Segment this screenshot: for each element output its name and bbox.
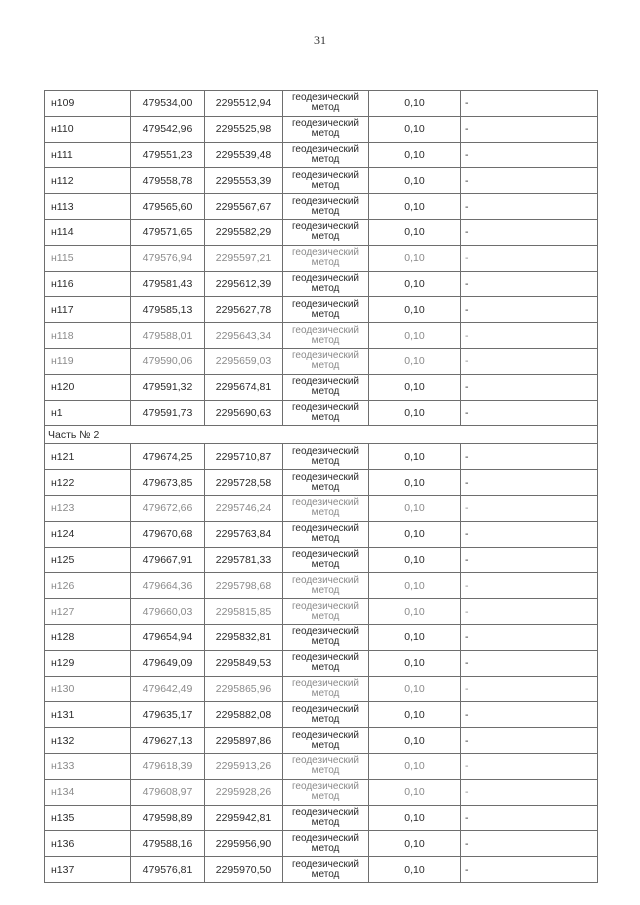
table-row: [45, 297, 598, 323]
point-id-cell: н133: [45, 753, 131, 779]
note-cell: -: [461, 650, 598, 676]
y-coordinate-cell: 2295798,68: [205, 573, 283, 599]
y-coordinate-cell: 2295815,85: [205, 599, 283, 625]
note-cell: -: [461, 271, 598, 297]
page-number: 31: [314, 33, 326, 47]
point-id-cell: н1: [45, 400, 131, 426]
accuracy-cell: 0,10: [369, 142, 461, 168]
note-cell: -: [461, 116, 598, 142]
table-row: [45, 444, 598, 470]
x-coordinate-cell: 479627,13: [131, 728, 205, 754]
accuracy-cell: 0,10: [369, 348, 461, 374]
point-id-cell: н122: [45, 470, 131, 496]
point-id-cell: н130: [45, 676, 131, 702]
method-cell: геодезический метод: [283, 245, 369, 271]
table-row: [45, 400, 598, 426]
x-coordinate-cell: 479642,49: [131, 676, 205, 702]
method-cell: геодезический метод: [283, 676, 369, 702]
point-id-cell: н114: [45, 219, 131, 245]
x-coordinate-cell: 479542,96: [131, 116, 205, 142]
method-cell: геодезический метод: [283, 91, 369, 117]
point-id-cell: н110: [45, 116, 131, 142]
point-id-cell: н116: [45, 271, 131, 297]
table-row: [45, 116, 598, 142]
method-cell: геодезический метод: [283, 547, 369, 573]
note-cell: -: [461, 142, 598, 168]
accuracy-cell: 0,10: [369, 219, 461, 245]
table-row: [45, 245, 598, 271]
table-row: [45, 624, 598, 650]
x-coordinate-cell: 479608,97: [131, 779, 205, 805]
point-id-cell: н117: [45, 297, 131, 323]
note-cell: -: [461, 547, 598, 573]
y-coordinate-cell: 2295849,53: [205, 650, 283, 676]
point-id-cell: н134: [45, 779, 131, 805]
method-cell: геодезический метод: [283, 650, 369, 676]
accuracy-cell: 0,10: [369, 676, 461, 702]
table-row: [45, 374, 598, 400]
accuracy-cell: 0,10: [369, 831, 461, 857]
table-row: [45, 805, 598, 831]
table-row: [45, 219, 598, 245]
y-coordinate-cell: 2295659,03: [205, 348, 283, 374]
point-id-cell: н136: [45, 831, 131, 857]
y-coordinate-cell: 2295865,96: [205, 676, 283, 702]
accuracy-cell: 0,10: [369, 444, 461, 470]
note-cell: -: [461, 831, 598, 857]
accuracy-cell: 0,10: [369, 521, 461, 547]
method-cell: геодезический метод: [283, 573, 369, 599]
accuracy-cell: 0,10: [369, 573, 461, 599]
x-coordinate-cell: 479565,60: [131, 194, 205, 220]
accuracy-cell: 0,10: [369, 650, 461, 676]
note-cell: -: [461, 91, 598, 117]
note-cell: -: [461, 219, 598, 245]
note-cell: -: [461, 676, 598, 702]
note-cell: -: [461, 495, 598, 521]
accuracy-cell: 0,10: [369, 495, 461, 521]
point-id-cell: н127: [45, 599, 131, 625]
y-coordinate-cell: 2295832,81: [205, 624, 283, 650]
y-coordinate-cell: 2295897,86: [205, 728, 283, 754]
table-row: [45, 599, 598, 625]
method-cell: геодезический метод: [283, 624, 369, 650]
point-id-cell: н128: [45, 624, 131, 650]
table-row: [45, 547, 598, 573]
table-row: [45, 753, 598, 779]
table-row: [45, 271, 598, 297]
note-cell: -: [461, 323, 598, 349]
note-cell: -: [461, 805, 598, 831]
point-id-cell: н132: [45, 728, 131, 754]
point-id-cell: н124: [45, 521, 131, 547]
x-coordinate-cell: 479654,94: [131, 624, 205, 650]
accuracy-cell: 0,10: [369, 194, 461, 220]
method-cell: геодезический метод: [283, 444, 369, 470]
table-row: [45, 521, 598, 547]
y-coordinate-cell: 2295746,24: [205, 495, 283, 521]
method-cell: геодезический метод: [283, 271, 369, 297]
note-cell: -: [461, 753, 598, 779]
table-row: [45, 142, 598, 168]
table-row: [45, 495, 598, 521]
point-id-cell: н109: [45, 91, 131, 117]
point-id-cell: н137: [45, 857, 131, 883]
x-coordinate-cell: 479649,09: [131, 650, 205, 676]
y-coordinate-cell: 2295539,48: [205, 142, 283, 168]
note-cell: -: [461, 728, 598, 754]
y-coordinate-cell: 2295512,94: [205, 91, 283, 117]
x-coordinate-cell: 479581,43: [131, 271, 205, 297]
table-row: [45, 573, 598, 599]
accuracy-cell: 0,10: [369, 728, 461, 754]
accuracy-cell: 0,10: [369, 857, 461, 883]
y-coordinate-cell: 2295553,39: [205, 168, 283, 194]
table-row: [45, 831, 598, 857]
x-coordinate-cell: 479576,94: [131, 245, 205, 271]
table-row: [45, 702, 598, 728]
method-cell: геодезический метод: [283, 805, 369, 831]
point-id-cell: н111: [45, 142, 131, 168]
x-coordinate-cell: 479590,06: [131, 348, 205, 374]
accuracy-cell: 0,10: [369, 297, 461, 323]
point-id-cell: н113: [45, 194, 131, 220]
table-row: [45, 348, 598, 374]
point-id-cell: н129: [45, 650, 131, 676]
method-cell: геодезический метод: [283, 348, 369, 374]
accuracy-cell: 0,10: [369, 547, 461, 573]
point-id-cell: н131: [45, 702, 131, 728]
x-coordinate-cell: 479674,25: [131, 444, 205, 470]
note-cell: -: [461, 857, 598, 883]
table-row: [45, 91, 598, 117]
method-cell: геодезический метод: [283, 599, 369, 625]
y-coordinate-cell: 2295582,29: [205, 219, 283, 245]
coordinates-table-body: [45, 91, 598, 883]
point-id-cell: н126: [45, 573, 131, 599]
method-cell: геодезический метод: [283, 219, 369, 245]
accuracy-cell: 0,10: [369, 400, 461, 426]
table-row: [45, 779, 598, 805]
method-cell: геодезический метод: [283, 297, 369, 323]
x-coordinate-cell: 479667,91: [131, 547, 205, 573]
method-cell: геодезический метод: [283, 521, 369, 547]
method-cell: геодезический метод: [283, 753, 369, 779]
y-coordinate-cell: 2295612,39: [205, 271, 283, 297]
method-cell: геодезический метод: [283, 142, 369, 168]
x-coordinate-cell: 479591,32: [131, 374, 205, 400]
y-coordinate-cell: 2295643,34: [205, 323, 283, 349]
note-cell: -: [461, 348, 598, 374]
y-coordinate-cell: 2295690,63: [205, 400, 283, 426]
point-id-cell: н123: [45, 495, 131, 521]
note-cell: -: [461, 297, 598, 323]
note-cell: -: [461, 470, 598, 496]
y-coordinate-cell: 2295882,08: [205, 702, 283, 728]
accuracy-cell: 0,10: [369, 624, 461, 650]
point-id-cell: н112: [45, 168, 131, 194]
note-cell: -: [461, 599, 598, 625]
y-coordinate-cell: 2295567,67: [205, 194, 283, 220]
point-id-cell: н121: [45, 444, 131, 470]
accuracy-cell: 0,10: [369, 702, 461, 728]
y-coordinate-cell: 2295674,81: [205, 374, 283, 400]
y-coordinate-cell: 2295728,58: [205, 470, 283, 496]
y-coordinate-cell: 2295956,90: [205, 831, 283, 857]
x-coordinate-cell: 479534,00: [131, 91, 205, 117]
note-cell: -: [461, 702, 598, 728]
note-cell: -: [461, 779, 598, 805]
point-id-cell: н118: [45, 323, 131, 349]
x-coordinate-cell: 479588,01: [131, 323, 205, 349]
x-coordinate-cell: 479670,68: [131, 521, 205, 547]
note-cell: -: [461, 444, 598, 470]
x-coordinate-cell: 479585,13: [131, 297, 205, 323]
note-cell: -: [461, 374, 598, 400]
accuracy-cell: 0,10: [369, 599, 461, 625]
y-coordinate-cell: 2295525,98: [205, 116, 283, 142]
accuracy-cell: 0,10: [369, 116, 461, 142]
method-cell: геодезический метод: [283, 374, 369, 400]
point-id-cell: н125: [45, 547, 131, 573]
x-coordinate-cell: 479591,73: [131, 400, 205, 426]
table-row: [45, 323, 598, 349]
table-row: [45, 676, 598, 702]
table-row: [45, 728, 598, 754]
x-coordinate-cell: 479635,17: [131, 702, 205, 728]
coordinates-table: [44, 90, 598, 883]
note-cell: -: [461, 245, 598, 271]
accuracy-cell: 0,10: [369, 91, 461, 117]
x-coordinate-cell: 479672,66: [131, 495, 205, 521]
x-coordinate-cell: 479551,23: [131, 142, 205, 168]
x-coordinate-cell: 479588,16: [131, 831, 205, 857]
x-coordinate-cell: 479618,39: [131, 753, 205, 779]
section-header-row: [45, 426, 598, 444]
table-row: [45, 168, 598, 194]
accuracy-cell: 0,10: [369, 753, 461, 779]
note-cell: -: [461, 400, 598, 426]
accuracy-cell: 0,10: [369, 271, 461, 297]
y-coordinate-cell: 2295781,33: [205, 547, 283, 573]
method-cell: геодезический метод: [283, 857, 369, 883]
method-cell: геодезический метод: [283, 400, 369, 426]
section-label: Часть № 2: [45, 426, 598, 444]
point-id-cell: н120: [45, 374, 131, 400]
method-cell: геодезический метод: [283, 702, 369, 728]
method-cell: геодезический метод: [283, 116, 369, 142]
y-coordinate-cell: 2295627,78: [205, 297, 283, 323]
note-cell: -: [461, 624, 598, 650]
accuracy-cell: 0,10: [369, 168, 461, 194]
y-coordinate-cell: 2295597,21: [205, 245, 283, 271]
accuracy-cell: 0,10: [369, 374, 461, 400]
accuracy-cell: 0,10: [369, 245, 461, 271]
table-row: [45, 857, 598, 883]
table-row: [45, 650, 598, 676]
method-cell: геодезический метод: [283, 728, 369, 754]
method-cell: геодезический метод: [283, 831, 369, 857]
point-id-cell: н119: [45, 348, 131, 374]
x-coordinate-cell: 479598,89: [131, 805, 205, 831]
note-cell: -: [461, 521, 598, 547]
note-cell: -: [461, 194, 598, 220]
method-cell: геодезический метод: [283, 323, 369, 349]
y-coordinate-cell: 2295970,50: [205, 857, 283, 883]
x-coordinate-cell: 479571,65: [131, 219, 205, 245]
y-coordinate-cell: 2295928,26: [205, 779, 283, 805]
point-id-cell: н115: [45, 245, 131, 271]
y-coordinate-cell: 2295763,84: [205, 521, 283, 547]
y-coordinate-cell: 2295710,87: [205, 444, 283, 470]
table-row: [45, 470, 598, 496]
method-cell: геодезический метод: [283, 470, 369, 496]
accuracy-cell: 0,10: [369, 805, 461, 831]
accuracy-cell: 0,10: [369, 323, 461, 349]
y-coordinate-cell: 2295913,26: [205, 753, 283, 779]
y-coordinate-cell: 2295942,81: [205, 805, 283, 831]
note-cell: -: [461, 573, 598, 599]
method-cell: геодезический метод: [283, 194, 369, 220]
x-coordinate-cell: 479673,85: [131, 470, 205, 496]
note-cell: -: [461, 168, 598, 194]
point-id-cell: н135: [45, 805, 131, 831]
accuracy-cell: 0,10: [369, 470, 461, 496]
x-coordinate-cell: 479660,03: [131, 599, 205, 625]
x-coordinate-cell: 479664,36: [131, 573, 205, 599]
method-cell: геодезический метод: [283, 495, 369, 521]
accuracy-cell: 0,10: [369, 779, 461, 805]
x-coordinate-cell: 479576,81: [131, 857, 205, 883]
x-coordinate-cell: 479558,78: [131, 168, 205, 194]
table-row: [45, 194, 598, 220]
method-cell: геодезический метод: [283, 779, 369, 805]
method-cell: геодезический метод: [283, 168, 369, 194]
